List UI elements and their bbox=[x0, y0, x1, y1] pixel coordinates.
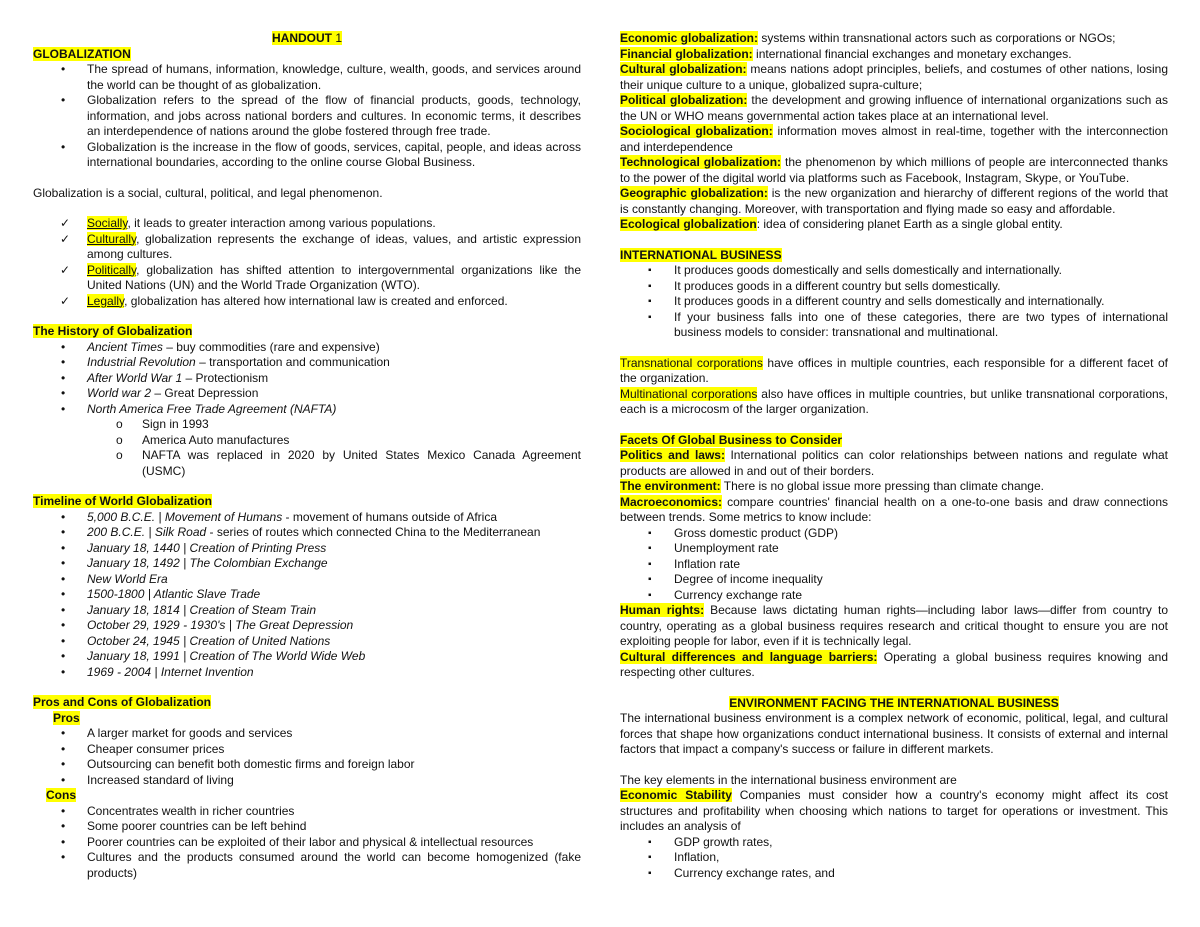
timeline-heading: Timeline of World Globalization bbox=[33, 494, 212, 508]
list-item: ▪ It produces goods domestically and sells domestically and internationally. bbox=[620, 263, 1168, 279]
cultural-text: Operating a global business requires knowing and respecting other cultures. bbox=[620, 649, 1168, 679]
multinational-text: also have offices in multiple countries, but unlike transnational corporations, each is a microcosm of the larger organization. bbox=[620, 386, 1168, 416]
cons-label: Cons bbox=[46, 788, 76, 802]
list-item bbox=[33, 294, 581, 310]
type-ecological bbox=[620, 217, 1168, 233]
phenomenon-text: Globalization is a social, cultural, political, and legal phenomenon. bbox=[33, 185, 383, 200]
list-item bbox=[33, 556, 581, 572]
list-item: o NAFTA was replaced in 2020 by United States Mexico Canada Agreement (USMC) bbox=[33, 448, 581, 479]
transnational-para bbox=[620, 356, 1168, 387]
history-era: World war 2 bbox=[87, 386, 152, 400]
human-rights-text: Because laws dictating human rights—including labor laws—differ from country to country, operating as a global business requires research and critical thought to ensure you are not exploiting people for labor, even if it is technically legal. bbox=[620, 603, 1168, 648]
handout-title-number: 1 bbox=[331, 31, 342, 45]
timeline-date: October 29, 1929 - 1930's | The Great Depression bbox=[87, 618, 354, 632]
aspect-term: Politically bbox=[87, 262, 137, 277]
timeline-desc: - series of routes which connected China to the Mediterranean bbox=[206, 525, 541, 539]
facets-heading: Facets Of Global Business to Consider bbox=[620, 432, 843, 447]
history-desc: – Great Depression bbox=[151, 386, 259, 400]
aspect-text: , it leads to greater interaction among various populations. bbox=[127, 216, 436, 230]
metrics-list bbox=[620, 526, 1168, 604]
macro-term: Macroeconomics: bbox=[620, 494, 723, 509]
list-item bbox=[33, 263, 581, 294]
type-text: information moves almost in real-time, together with the interconnection and interdependence bbox=[620, 124, 1168, 154]
stability-para bbox=[620, 788, 1168, 835]
transnational-text: have offices in multiple countries, each responsible for a different facet of the organization. bbox=[620, 355, 1168, 385]
list-item bbox=[33, 603, 581, 619]
list-item: • Poorer countries can be exploited of their labor and physical & intellectual resources bbox=[33, 835, 581, 851]
timeline-date: 200 B.C.E. | Silk Road bbox=[87, 525, 207, 539]
list-item bbox=[33, 355, 581, 371]
type-term: Financial globalization: bbox=[620, 46, 753, 61]
politics-para bbox=[620, 448, 1168, 479]
proscons-heading: Pros and Cons of Globalization bbox=[33, 695, 212, 709]
pros-list bbox=[33, 726, 581, 788]
politics-text: International politics can color relationships between nations and regulate what products are allowed in and out of their borders. bbox=[620, 448, 1168, 478]
handout-title bbox=[33, 31, 581, 47]
list-item bbox=[33, 232, 581, 263]
history-heading: The History of Globalization bbox=[33, 324, 193, 338]
type-term: Sociological globalization: bbox=[620, 124, 773, 138]
globalization-heading: GLOBALIZATION bbox=[33, 46, 131, 61]
environment-term: The environment: bbox=[620, 479, 721, 493]
list-item bbox=[33, 340, 581, 356]
aspect-term: Socially bbox=[87, 216, 128, 230]
list-item: ▪ If your business falls into one of these categories, there are two types of international business models to consider: transnational and multinational. bbox=[620, 310, 1168, 341]
stability-term: Economic Stability bbox=[620, 788, 732, 802]
environment-para bbox=[620, 479, 1168, 495]
list-item bbox=[33, 216, 581, 232]
list-item: ▪ Degree of income inequality bbox=[620, 572, 1168, 588]
history-desc: – Protectionism bbox=[182, 370, 269, 385]
type-text: systems within transnational actors such as corporations or NGOs; bbox=[758, 31, 1116, 45]
list-item: o America Auto manufactures bbox=[33, 433, 581, 449]
type-economic bbox=[620, 31, 1168, 47]
type-geographic bbox=[620, 186, 1168, 217]
timeline-date: January 18, 1440 | Creation of Printing Press bbox=[87, 540, 327, 555]
type-cultural bbox=[620, 62, 1168, 93]
timeline-date: January 18, 1991 | Creation of The World Wide Web bbox=[87, 649, 366, 663]
list-item: • Cheaper consumer prices bbox=[33, 742, 581, 758]
aspect-text: , globalization has altered how international law is created and enforced. bbox=[124, 293, 508, 308]
aspect-text: , globalization has shifted attention to intergovernmental organizations like the United Nations (UN) and the World Trade Organization (WTO). bbox=[87, 262, 581, 292]
transnational-term: Transnational corporations bbox=[620, 355, 763, 370]
timeline-date: New World Era bbox=[87, 571, 168, 586]
aspects-list bbox=[33, 216, 581, 309]
globalization-list bbox=[33, 62, 581, 171]
type-political bbox=[620, 93, 1168, 124]
list-item: o Sign in 1993 bbox=[33, 417, 581, 433]
aspect-term: Culturally bbox=[87, 231, 137, 246]
env-para: The international business environment is a complex network of economic, political, legal, and cultural forces that shape how organizations conduct international business. It consists of external and internal factors that impact a company's success or failure in different markets. bbox=[620, 711, 1168, 756]
list-item: • The spread of humans, information, knowledge, culture, wealth, goods, and services around the world can be thought of as globalization. bbox=[33, 62, 581, 93]
pros-label: Pros bbox=[53, 710, 80, 725]
timeline-list bbox=[33, 510, 581, 681]
history-era: North America Free Trade Agreement (NAFTA) bbox=[87, 401, 337, 416]
list-item: • Globalization is the increase in the flow of goods, services, capital, people, and ideas across international boundaries, according to the online course Global Business. bbox=[33, 140, 581, 171]
list-item bbox=[33, 634, 581, 650]
ib-list bbox=[620, 263, 1168, 341]
list-item: • Concentrates wealth in richer countries bbox=[33, 804, 581, 820]
type-term: Ecological globalization bbox=[620, 217, 757, 231]
type-text: international financial exchanges and monetary exchanges. bbox=[752, 46, 1072, 61]
timeline-date: October 24, 1945 | Creation of United Nations bbox=[87, 633, 331, 648]
key-elements-text: The key elements in the international business environment are bbox=[620, 772, 957, 787]
history-desc: – buy commodities (rare and expensive) bbox=[162, 339, 380, 354]
type-text: : idea of considering planet Earth as a single global entity. bbox=[756, 217, 1063, 231]
list-item bbox=[33, 402, 581, 418]
list-item: • Cultures and the products consumed around the world can become homogenized (fake products) bbox=[33, 850, 581, 881]
list-item: ▪ Unemployment rate bbox=[620, 541, 1168, 557]
history-era: After World War 1 bbox=[87, 370, 183, 385]
list-item: • Outsourcing can benefit both domestic firms and foreign labor bbox=[33, 757, 581, 773]
timeline-date: January 18, 1492 | The Colombian Exchange bbox=[87, 556, 328, 570]
handout-title-label: HANDOUT bbox=[271, 31, 332, 45]
history-era: Industrial Revolution bbox=[87, 355, 196, 369]
history-era: Ancient Times bbox=[87, 339, 163, 354]
history-desc: – transportation and communication bbox=[195, 355, 390, 369]
aspect-text: , globalization represents the exchange of ideas, values, and artistic expression among cultures. bbox=[87, 231, 581, 261]
list-item: ▪ GDP growth rates, bbox=[620, 835, 1168, 851]
timeline-date: 1969 - 2004 | Internet Invention bbox=[87, 664, 254, 679]
list-item: • A larger market for goods and services bbox=[33, 726, 581, 742]
list-item bbox=[33, 541, 581, 557]
type-term: Technological globalization: bbox=[620, 155, 782, 169]
type-financial bbox=[620, 47, 1168, 63]
type-text: the development and growing influence of international organizations such as the UN or WHO means governmental action takes place at an international level. bbox=[620, 93, 1168, 123]
type-term: Cultural globalization: bbox=[620, 62, 747, 76]
aspect-term: Legally bbox=[87, 293, 125, 308]
timeline-date: 1500-1800 | Atlantic Slave Trade bbox=[87, 587, 261, 601]
cultural-para bbox=[620, 650, 1168, 681]
nafta-sublist bbox=[33, 417, 581, 479]
list-item: ▪ Inflation, bbox=[620, 850, 1168, 866]
list-item: ▪ Inflation rate bbox=[620, 557, 1168, 573]
list-item: • Globalization refers to the spread of the flow of financial products, goods, technology, information, and jobs across national borders and cultures. In economic terms, it describes an interdependence of nations around the globe fostered through free trade. bbox=[33, 93, 581, 140]
type-term: Geographic globalization: bbox=[620, 186, 768, 200]
list-item bbox=[33, 572, 581, 588]
list-item: ▪ It produces goods in a different country but sells domestically. bbox=[620, 279, 1168, 295]
ib-heading: INTERNATIONAL BUSINESS bbox=[620, 247, 782, 262]
list-item bbox=[33, 371, 581, 387]
list-item: • Increased standard of living bbox=[33, 773, 581, 789]
list-item bbox=[33, 587, 581, 603]
list-item bbox=[33, 525, 581, 541]
history-list bbox=[33, 340, 581, 418]
analysis-list bbox=[620, 835, 1168, 882]
type-technological bbox=[620, 155, 1168, 186]
list-item bbox=[33, 649, 581, 665]
list-item: ▪ It produces goods in a different country and sells domestically and internationally. bbox=[620, 294, 1168, 310]
timeline-date: January 18, 1814 | Creation of Steam Train bbox=[87, 602, 317, 617]
cultural-term: Cultural differences and language barriers: bbox=[620, 649, 878, 664]
type-text: means nations adopt principles, beliefs, and costumes of other nations, losing their unique culture to a unique, globalized supra-culture; bbox=[620, 62, 1168, 92]
left-column bbox=[33, 31, 581, 881]
type-sociological bbox=[620, 124, 1168, 155]
multinational-term: Multinational corporations bbox=[620, 386, 758, 401]
env-heading: ENVIRONMENT FACING THE INTERNATIONAL BUSINESS bbox=[729, 695, 1059, 710]
environment-text: There is no global issue more pressing than climate change. bbox=[720, 479, 1044, 493]
timeline-date: 5,000 B.C.E. | Movement of Humans bbox=[87, 509, 283, 524]
list-item bbox=[33, 386, 581, 402]
stability-text: Companies must consider how a country's economy might affect its cost structures and profitability when choosing which nations to target for operations or investment. This includes an analysis of bbox=[620, 788, 1168, 833]
list-item bbox=[33, 618, 581, 634]
list-item: ▪ Gross domestic product (GDP) bbox=[620, 526, 1168, 542]
type-text: is the new organization and hierarchy of different regions of the world that is constantly changing. Moreover, with transportation and flying made so easy and affordable. bbox=[620, 186, 1168, 216]
macro-text: compare countries' financial health on a one-to-one basis and draw connections between trends. Some metrics to know include: bbox=[620, 494, 1168, 524]
list-item bbox=[33, 510, 581, 526]
list-item bbox=[33, 665, 581, 681]
human-rights-term: Human rights: bbox=[620, 603, 705, 617]
list-item: ▪ Currency exchange rate bbox=[620, 588, 1168, 604]
type-term: Economic globalization: bbox=[620, 31, 759, 45]
type-term: Political globalization: bbox=[620, 93, 748, 107]
list-item: ▪ Currency exchange rates, and bbox=[620, 866, 1168, 882]
list-item: • Some poorer countries can be left behind bbox=[33, 819, 581, 835]
cons-list bbox=[33, 804, 581, 882]
politics-term: Politics and laws: bbox=[620, 448, 725, 462]
timeline-desc: - movement of humans outside of Africa bbox=[282, 509, 497, 524]
macro-para bbox=[620, 495, 1168, 526]
type-text: the phenomenon by which millions of people are interconnected thanks to the power of the digital world via platforms such as Facebook, Instagram, Skype, or YouTube. bbox=[620, 155, 1169, 185]
human-rights-para bbox=[620, 603, 1168, 650]
multinational-para bbox=[620, 387, 1168, 418]
right-column bbox=[620, 31, 1168, 881]
